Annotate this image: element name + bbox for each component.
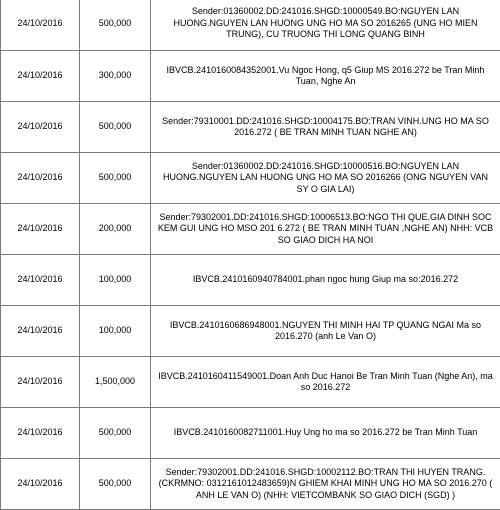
table-row <box>1 204 500 255</box>
description-cell: Sender:79302001.DD:241016.SHGD:10002112.BO:TRAN THI HUYEN TRANG.(CKRMNO: 0312161012483659)N GHIEM KHAI MINH UNG HO MA SO 2016.270 ( ANH LE VAN O) (NHH: VIETCOMBANK SO GIAO DICH (SGD) ) <box>151 459 500 510</box>
amount-cell: 100,000 <box>80 306 151 357</box>
date-cell: 24/10/2016 <box>1 459 80 510</box>
table-row <box>1 357 500 408</box>
amount-cell: 500,000 <box>80 102 151 153</box>
description-cell: IBVCB.2410160082711001.Huy Ung ho ma so 2016.272 be Tran Minh Tuan <box>151 408 500 459</box>
date-cell: 24/10/2016 <box>1 204 80 255</box>
amount-cell: 200,000 <box>80 204 151 255</box>
amount-cell: 500,000 <box>80 153 151 204</box>
table-row <box>1 51 500 102</box>
date-cell: 24/10/2016 <box>1 51 80 102</box>
table-row <box>1 306 500 357</box>
amount-cell: 500,000 <box>80 408 151 459</box>
description-cell: Sender:79302001.DD:241016.SHGD:10006513.BO:NGO THI QUE.GIA DINH SOC KEM GUI UNG HO MSO 201 6.272 ( BE TRAN MINH TUAN ,NGHE AN) NHH: VCB SO GIAO DICH HA NOI <box>151 204 500 255</box>
date-cell: 24/10/2016 <box>1 255 80 306</box>
table-row <box>1 102 500 153</box>
date-cell: 24/10/2016 <box>1 102 80 153</box>
description-cell: IBVCB.2410160686948001.NGUYEN THI MINH HAI TP QUANG NGAI Ma so 2016.270 (anh Le Van O) <box>151 306 500 357</box>
amount-cell: 1,500,000 <box>80 357 151 408</box>
date-cell: 24/10/2016 <box>1 306 80 357</box>
amount-cell: 500,000 <box>80 459 151 510</box>
date-cell: 24/10/2016 <box>1 153 80 204</box>
date-cell: 24/10/2016 <box>1 0 80 51</box>
amount-cell: 500,000 <box>80 0 151 51</box>
description-cell: Sender:01360002.DD:241016.SHGD:10000516.BO:NGUYEN LAN HUONG.NGUYEN LAN HUONG UNG HO MA SO 2016266 (ONG NGUYEN VAN SY O GIA LAI) <box>151 153 500 204</box>
amount-cell: 300,000 <box>80 51 151 102</box>
table-row <box>1 0 500 51</box>
description-cell: IBVCB.2410160084352001.Vu Ngoc Hong, q5 Giup MS 2016.272 be Tran Minh Tuan, Nghe An <box>151 51 500 102</box>
table-row <box>1 459 500 510</box>
date-cell: 24/10/2016 <box>1 357 80 408</box>
description-cell: Sender:01360002.DD:241016.SHGD:10000549.BO:NGUYEN LAN HUONG.NGUYEN LAN HUONG UNG HO MA SO 2016265 (UNG HO MIEN TRUNG), CU TRUONG THI LONG QUANG BINH <box>151 0 500 51</box>
table-row <box>1 408 500 459</box>
description-cell: Sender:79310001.DD:241016.SHGD:10004175.BO:TRAN VINH.UNG HO MA SO 2016.272 ( BE TRAN MINH TUAN NGHE AN) <box>151 102 500 153</box>
description-cell: IBVCB.2410160940784001.phan ngoc hung Giup ma so:2016.272 <box>151 255 500 306</box>
table-row <box>1 153 500 204</box>
date-cell: 24/10/2016 <box>1 408 80 459</box>
description-cell: IBVCB.2410160411549001.Doan Anh Duc Hanoi Be Tran Minh Tuan (Nghe An), ma so 2016.272 <box>151 357 500 408</box>
amount-cell: 100,000 <box>80 255 151 306</box>
table-row <box>1 255 500 306</box>
